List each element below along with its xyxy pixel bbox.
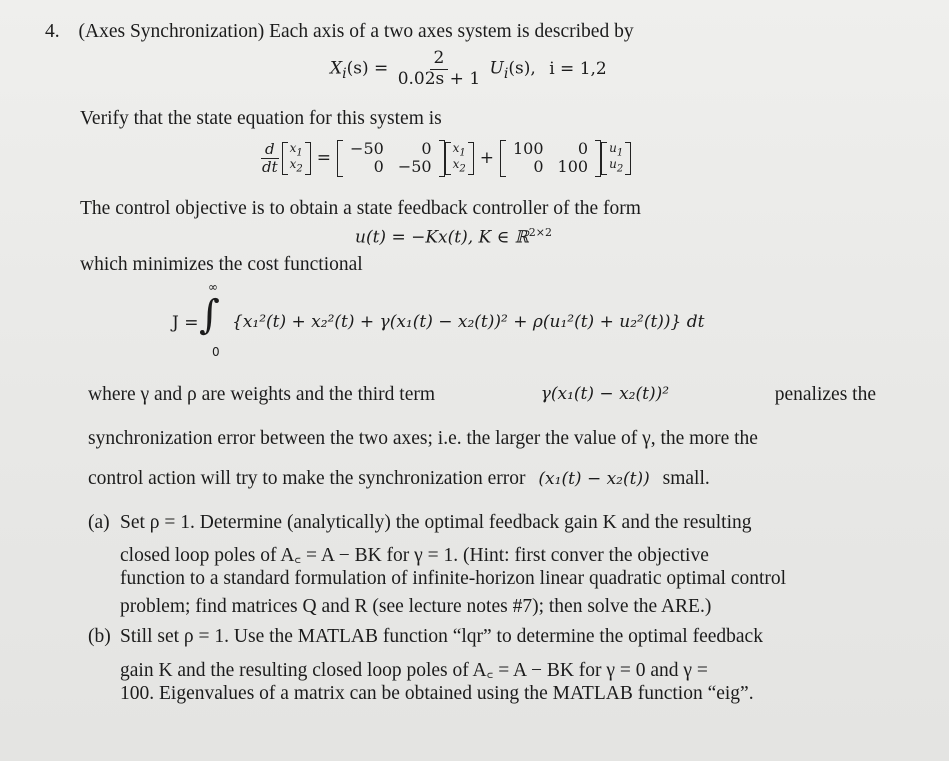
integral-sign: ∫	[199, 292, 220, 338]
para-line-1	[88, 384, 876, 406]
B-21: 0	[533, 157, 544, 177]
transfer-function	[330, 49, 607, 89]
tf-denominator: 0.02s + 1	[397, 68, 481, 89]
part-a-line-1: Set ρ = 1. Determine (analytically) the optimal feedback gain K and the resulting	[120, 512, 752, 533]
tf-fraction	[394, 49, 484, 89]
tf-input-arg: (s),	[508, 58, 536, 79]
tf-output-sub: i	[342, 65, 347, 82]
part-a-line-2: closed loop poles of A꜀ = A − BK for γ = 1. (Hint: first conver the objective	[120, 545, 709, 566]
cost-lhs: J =	[172, 313, 199, 333]
para-line-2: synchronization error between the two axes; i.e. the larger the value of γ, the more the	[88, 428, 758, 449]
derivative-dt: dt	[262, 157, 278, 176]
tf-input-sub: i	[503, 65, 509, 82]
A-21: 0	[373, 157, 384, 177]
part-b-line-3: 100. Eigenvalues of a matrix can be obtained using the MATLAB function “eig”.	[120, 683, 754, 704]
matrix-B	[500, 140, 601, 177]
state-equation: $\frac{d}{dt}$ $x_1$ $x_2$ = −50 0 0 −50 $x_1$ $x_2$ + 100 0 0 100 $u_1$ $u_2$	[258, 140, 631, 177]
tf-output-arg: (s) =	[346, 58, 389, 79]
state-vector: $x_1$ $x_2$	[282, 142, 311, 176]
tf-output-var: X	[330, 58, 343, 79]
x2-label: x	[289, 157, 297, 172]
para1-pre: where γ and ρ are weights and the third term	[88, 384, 436, 405]
integral-upper-limit: ∞	[208, 280, 218, 294]
tf-numerator: 2	[430, 49, 449, 70]
state-vector-rhs: $x_1$ $x_2$	[445, 142, 474, 176]
A-11: −50	[350, 139, 384, 158]
integral-lower-limit: 0	[212, 345, 220, 359]
part-a-line-3: function to a standard formulation of infinite-horizon linear quadratic optimal control	[120, 568, 787, 589]
part-b-label: (b)	[88, 626, 111, 647]
para1-post: penalizes the	[774, 384, 876, 405]
matrix-A	[337, 140, 445, 177]
tf-input-var: U	[489, 58, 504, 79]
para3-pre: control action will try to make the synchronization error	[88, 468, 526, 489]
A-12: 0	[421, 139, 432, 158]
problem-header	[45, 21, 634, 43]
para-line-3	[88, 468, 710, 490]
control-law-text: u(t) = −Kx(t), K ∈ ℝ	[355, 227, 529, 248]
derivative-operator	[258, 141, 282, 177]
control-law	[355, 226, 552, 248]
part-a-line-4: problem; find matrices Q and R (see lecture notes #7); then solve the ARE.)	[120, 596, 712, 617]
problem-number: 4.	[45, 21, 60, 42]
B-12: 0	[577, 139, 589, 158]
tf-index: i = 1,2	[549, 58, 607, 79]
part-b-line-1: Still set ρ = 1. Use the MATLAB function “lqr” to determine the optimal feedback	[120, 626, 763, 647]
para3-term: (x₁(t) − x₂(t))	[538, 469, 650, 489]
derivative-d: d	[261, 141, 279, 159]
x1-label: x	[289, 140, 297, 155]
part-b-line-2: gain K and the resulting closed loop poles of A꜀ = A − BK for γ = 0 and γ =	[120, 660, 708, 681]
part-a-label: (a)	[88, 512, 110, 533]
para1-term: γ(x₁(t) − x₂(t))²	[540, 384, 670, 404]
input-vector: $u_1$ $u_2$	[601, 142, 631, 176]
verify-text: Verify that the state equation for this system is	[80, 108, 442, 129]
para3-post: small.	[662, 468, 710, 489]
B-11: 100	[512, 139, 544, 158]
cost-integrand: {x₁²(t) + x₂²(t) + γ(x₁(t) − x₂(t))² + ρ(u₁²(t) + u₂²(t))} dt	[232, 312, 705, 332]
B-22: 100	[557, 157, 589, 177]
problem-title: (Axes Synchronization) Each axis of a two axes system is described by	[78, 21, 634, 42]
minimize-text: which minimizes the cost functional	[80, 254, 363, 275]
control-law-dim: 2×2	[528, 226, 552, 239]
objective-text: The control objective is to obtain a state feedback controller of the form	[80, 198, 641, 219]
A-22: −50	[397, 157, 432, 177]
